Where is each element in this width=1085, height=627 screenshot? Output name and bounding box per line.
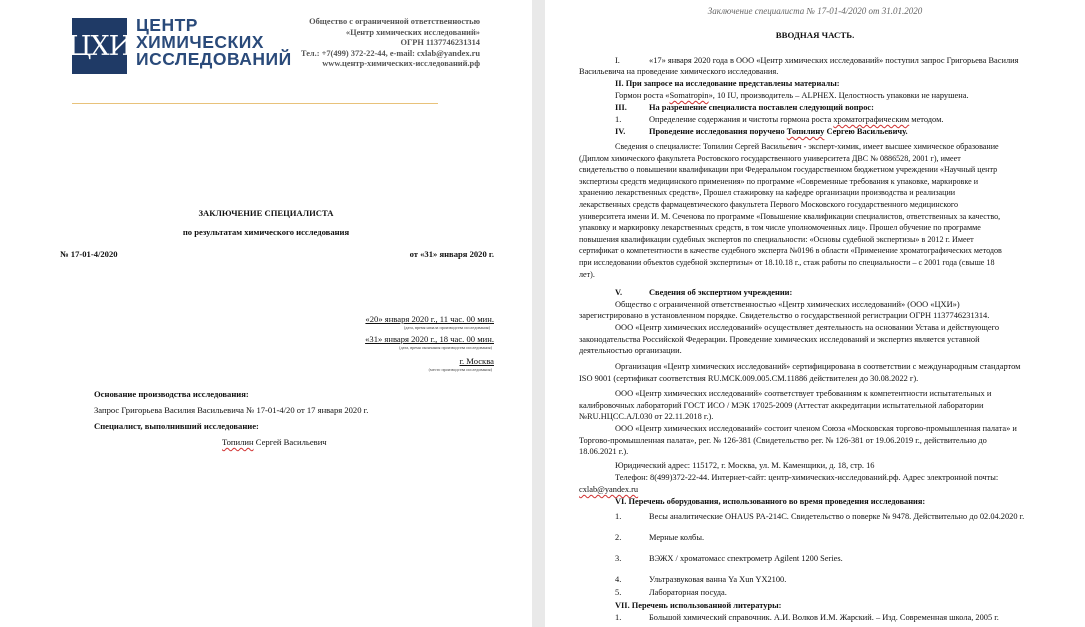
paragraph-line: деятельностью организации. (579, 346, 682, 355)
text-run: Определение содержания и чистоты гормона роста (649, 115, 834, 124)
section-title: Сведения об экспертном учреждении: (649, 288, 793, 297)
list-item: Лабораторная посуда. (649, 588, 727, 597)
paragraph-line: повышения квалификации судебных экспертов по специальности: «Основы судебной экспертизы» в 2012 г. Имеет (579, 234, 974, 244)
section-title (649, 127, 908, 138)
company-details (280, 17, 480, 70)
list-item: Весы аналитические OHAUS PA-214C. Свидетельство о поверке № 9478. Действительно до 02.04.2020 г. (649, 512, 1025, 521)
list-number: 4. (615, 575, 622, 584)
contact-email: cxlab@yandex.ru (579, 485, 639, 494)
paragraph-line: законодательства Российской Федерации. Проведение химических исследований и экспертиз является уставной (579, 335, 980, 344)
text-run: хроматографическим (833, 115, 910, 124)
document-date: от «31» января 2020 г. (409, 249, 494, 259)
paragraph-line: хранению лекарственных средств», Прошел стажировку на кафедре организации производства и реализации (579, 188, 956, 198)
paragraph-line: при исследовании объектов судебной экспертизы» от 18.10.18 г., стаж работы по специальности – с 2001 года (свыше 18 (579, 258, 995, 267)
start-datetime-note: (дата, время начала производства исследования) (403, 325, 490, 330)
list-number: 1. (615, 613, 622, 622)
list-number: 2. (615, 533, 622, 542)
section-title: VI. Перечень оборудования, использованного во время проведения исследования: (615, 497, 926, 506)
paragraph-line: №RU.НЦСС.АЛ.030 от 22.11.2018 г.). (579, 412, 714, 421)
paragraph-line: лекарственных средств фармацевтического факультета Первого Московского государственного медицинского (579, 200, 959, 209)
paragraph-line: ООО «Центр химических исследований» осуществляет деятельность на основании Устава и действующего (615, 323, 1000, 332)
specialist-name (222, 437, 327, 447)
running-header: Заключение специалиста № 17-01-4/2020 от 31.01.2020 (707, 6, 923, 16)
paragraph-line: сертификат о компетентности в качестве судебного эксперта №0196 в области «Применение хроматографических методов (579, 246, 1002, 256)
text-run: Гормон роста « (615, 91, 670, 100)
section-number: III. (615, 103, 627, 112)
logo-line: ИССЛЕДОВАНИЙ (136, 49, 292, 69)
company-details-line: ОГРН 1137746231314 (400, 38, 480, 47)
section-text: «17» января 2020 года в ООО «Центр химических исследований» поступил запрос Григорьева Василия (649, 56, 1019, 65)
section-text (615, 91, 969, 102)
company-details-line: www.центр-химических-исследований.рф (322, 59, 480, 68)
text-run: », 10 IU, производитель – ALPHEX. Целостность упаковки не нарушена. (708, 91, 969, 100)
text-run: Сергею Васильевичу. (824, 127, 908, 136)
end-datetime-note: (дата, время окончания производства исследования) (399, 345, 492, 350)
paragraph-line: зарегистрировано в установленном порядке. Свидетельство о государственной регистрации ОГРН 1137746231314. (579, 311, 990, 320)
specialist-surname: Топилин (222, 437, 254, 447)
paragraph-line: Сведения о специалисте: Топилин Сергей Васильевич - эксперт-химик, имеет высшее химическое образование (615, 142, 999, 151)
legal-address: Юридический адрес: 115172, г. Москва, ул. М. Каменщики, д. 18, стр. 16 (615, 461, 875, 470)
start-datetime: «20» января 2020 г., 11 час. 00 мин. (365, 314, 494, 324)
paragraph-line: Организация «Центр химических исследований» сертифицирована в соответствии с международным стандартом (615, 362, 1021, 371)
document-page-2 (545, 0, 1085, 627)
paragraph-line: (Диплом химического факультета Ростовского государственного университета ДВС № 0886528, 2001 г), имеет (579, 153, 961, 163)
paragraph-line: упаковку и маркировку лекарственных средств, в том числе уполномоченных лиц». Прошел обучение по программе (579, 223, 981, 233)
section-title: На разрешение специалиста поставлен следующий вопрос: (649, 103, 874, 112)
company-details-line: Общество с ограниченной ответственностью (309, 17, 480, 26)
paragraph-line: ISO 9001 (сертификат соответствия RU.МСК.009.005.СМ.11886 действителен до 30.08.2022 г). (579, 374, 919, 383)
city: г. Москва (459, 356, 494, 366)
document-subtitle: по результатам химического исследования (182, 227, 350, 237)
basis-label: Основание производства исследования: (94, 389, 249, 399)
text-run: Somatropin (669, 91, 709, 100)
paragraph-line: свидетельство о повышении квалификации при Федеральном государственном бюджетном учреждении «Научный центр (579, 165, 998, 175)
list-item: Ультразвуковая ванна Ya Xun YX2100. (649, 575, 787, 584)
list-number: 1. (615, 512, 622, 521)
paragraph-line: Торгово-промышленная палата», рег. № 126-381 (Свидетельство рег. № 126-381 от 19.06.2019 г., действительно до (579, 436, 987, 445)
paragraph-line: ООО «Центр химических исследований» соответствует требованиям к компетентности испытательных и (615, 389, 992, 398)
list-number: 3. (615, 554, 622, 563)
section-title: VII. Перечень использованной литературы: (615, 601, 782, 610)
document-number: № 17-01-4/2020 (60, 249, 118, 259)
section-number: I. (615, 56, 620, 65)
text-run: методом. (909, 115, 944, 124)
company-logo-text (136, 17, 292, 68)
logo-line: ХИМИЧЕСКИХ (136, 32, 264, 52)
section-heading: ВВОДНАЯ ЧАСТЬ. (775, 30, 855, 40)
paragraph-line: калибровочных лабораторий ГОСТ ИСО / МЭК 17025-2009 (Аттестат аккредитации испытательной лаборатории (579, 401, 984, 410)
section-number: V. (615, 288, 623, 297)
list-number: 5. (615, 588, 622, 597)
paragraph-line: Общество с ограниченной ответственностью «Центр химических исследований» (ООО «ЦХИ») (615, 300, 960, 309)
paragraph-line: ООО «Центр химических исследований» состоит членом Союза «Московская торгово-промышленная палата» и (615, 424, 1017, 433)
company-details-line: «Центр химических исследований» (345, 27, 480, 37)
contact-phone: Телефон: 8(499)372-22-44. Интернет-сайт: центр-химических-исследований.рф. Адрес электронной почты: (615, 473, 999, 482)
section-number: IV. (615, 127, 626, 136)
paragraph-line: 18.06.2021 г.). (579, 447, 629, 456)
text-run: Проведение исследования поручено (649, 127, 787, 136)
end-datetime: «31» января 2020 г., 18 час. 00 мин. (365, 334, 494, 344)
city-note: (место производства исследования) (428, 367, 492, 372)
list-item: ВЭЖХ / хроматомасс спектрометр Agilent 1200 Series. (649, 554, 843, 563)
text-run: Топилину (786, 127, 825, 136)
paragraph-line: экспертизы средств медицинского применения» по программе «Современные требования к упаковке, маркировке и (579, 176, 979, 186)
company-details-line: Тел.: +7(499) 372-22-44, e-mail: cxlab@yandex.ru (300, 48, 480, 58)
document-title: ЗАКЛЮЧЕНИЕ СПЕЦИАЛИСТА (198, 208, 334, 218)
section-text: Васильевича на проведение химического исследования. (579, 67, 779, 76)
list-item: Мерные колбы. (649, 533, 705, 542)
basis-text: Запрос Григорьева Василия Васильевича № 17-01-4/20 от 17 января 2020 г. (94, 405, 369, 415)
logo-line: ЦЕНТР (136, 15, 198, 35)
company-logo-mark: ЦХИ (72, 18, 127, 74)
list-item: Большой химический справочник. А.И. Волков И.М. Жарский. – Изд. Современная школа, 2005 г. (649, 613, 999, 622)
specialist-label: Специалист, выполнивший исследование: (94, 421, 259, 431)
paragraph-line: лет). (579, 269, 595, 279)
list-item (649, 115, 943, 126)
paragraph-line: университета имени И. М. Сеченова по программе «Повышение квалификации специалистов, ответственных за качество, (579, 211, 1001, 221)
list-number: 1. (615, 115, 622, 124)
header-divider (72, 103, 438, 104)
document-page-1 (0, 0, 532, 627)
specialist-name-rest: Сергей Васильевич (253, 437, 327, 447)
section-title: II. При запросе на исследование представлены материалы: (615, 79, 840, 88)
